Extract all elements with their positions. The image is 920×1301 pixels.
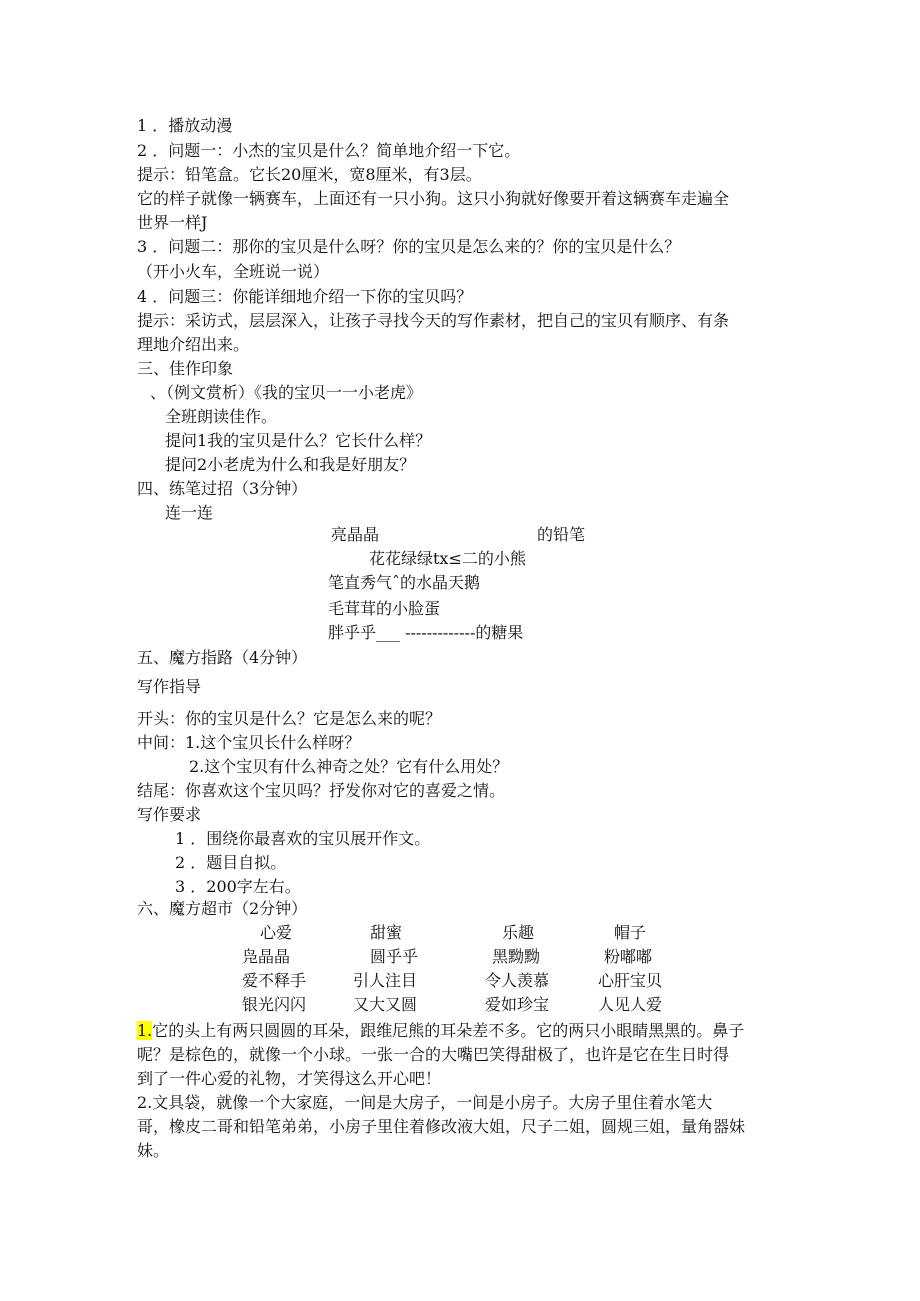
word-cell: 帽子 xyxy=(614,923,647,942)
word-cell: 心爱 xyxy=(260,923,293,942)
guide-middle-1: 中间：1.这个宝贝长什么样呀？ xyxy=(137,733,361,752)
word-cell: 黑黝黝 xyxy=(492,947,541,966)
guide-ending: 结尾：你喜欢这个宝贝吗？抒发你对它的喜爱之情。 xyxy=(137,781,506,800)
word-cell: 心肝宝贝 xyxy=(598,971,663,990)
section-3-item-2: 提问1我的宝贝是什么？它长什么样？ xyxy=(165,431,432,450)
match-row-3: 笔直秀气ˆ的水晶天鹅 xyxy=(328,573,481,592)
word-cell: 爱如珍宝 xyxy=(485,995,550,1014)
guide-middle-2: 2.这个宝贝有什么神奇之处？它有什么用处？ xyxy=(189,757,509,776)
example-2-line-2: 哥，橡皮二哥和铅笔弟弟，小房子里住着修改液大姐，尺子二姐，圆规三姐，量角器妹 xyxy=(137,1117,746,1136)
word-cell: 令人羡慕 xyxy=(485,971,550,990)
match-right-1: 的铅笔 xyxy=(537,525,586,544)
word-cell: 粉嘟嘟 xyxy=(604,947,653,966)
example-2-line-1: 2.文具袋，就像一个大家庭，一间是大房子，一间是小房子。大房子里住着水笔大 xyxy=(137,1093,713,1112)
step-1: 1 ．播放动漫 xyxy=(137,116,233,135)
requirement-3: 3 ．200字左右。 xyxy=(175,877,301,896)
section-5-title: 五、魔方指路（4分钟） xyxy=(137,648,308,667)
section-4-title: 四、练笔过招（3分钟） xyxy=(137,479,308,498)
example-1-text: 它的头上有两只圆圆的耳朵，跟维尼熊的耳朵差不多。它的两只小眼睛黑黑的。鼻子 xyxy=(152,1021,745,1040)
word-cell: 乐趣 xyxy=(502,923,535,942)
hint-2-line-1: 提示：采访式，层层深入，让孩子寻找今天的写作素材，把自己的宝贝有顺序、有条 xyxy=(137,311,730,330)
highlighted-number: 1. xyxy=(137,1021,153,1040)
step-4: 4 ．问题三：你能详细地介绍一下你的宝贝吗？ xyxy=(137,287,473,306)
step-3-note: （开小火车，全班说一说） xyxy=(137,262,330,281)
example-2-line-3: 妹。 xyxy=(137,1141,170,1160)
step-3: 3 ．问题二：那你的宝贝是什么呀？你的宝贝是怎么来的？你的宝贝是什么？ xyxy=(137,237,681,256)
example-1-line-1 xyxy=(137,1020,744,1042)
requirement-2: 2 ．题目自拟。 xyxy=(175,853,287,872)
hint-1: 提示：铅笔盒。它长20厘米，宽8厘米，有3层。 xyxy=(137,165,482,184)
section-3-item-1: 全班朗读佳作。 xyxy=(165,407,278,426)
example-1-line-2: 呢？是棕色的，就像一个小球。一张一合的大嘴巴笑得甜极了，也许是它在生日时得 xyxy=(137,1045,730,1064)
section-4-sub: 连一连 xyxy=(165,503,214,522)
section-6-title: 六、魔方超市（2分钟） xyxy=(137,899,308,918)
match-row-5: 胖乎乎___ -------------的糖果 xyxy=(328,623,524,642)
word-cell: 圆乎乎 xyxy=(370,947,419,966)
word-cell: 又大又圆 xyxy=(353,995,418,1014)
word-cell: 人见人爱 xyxy=(598,995,663,1014)
word-cell: 银光闪闪 xyxy=(242,995,307,1014)
requirement-1: 1 ．围绕你最喜欢的宝贝展开作文。 xyxy=(175,829,431,848)
word-cell: 凫晶晶 xyxy=(242,947,291,966)
writing-requirements: 写作要求 xyxy=(137,805,202,824)
step-2: 2 ．问题一：小杰的宝贝是什么？简单地介绍一下它。 xyxy=(137,141,521,160)
hint-2-line-2: 理地介绍出来。 xyxy=(137,335,250,354)
section-3-item-3: 提问2小老虎为什么和我是好朋友？ xyxy=(165,455,416,474)
match-left-1: 亮晶晶 xyxy=(331,525,380,544)
section-5-guide: 写作指导 xyxy=(137,677,202,696)
match-row-4: 毛茸茸的小脸蛋 xyxy=(328,599,441,618)
hint-1-line-2: 世界一样J xyxy=(137,213,208,232)
example-1-line-3: 到了一件心爱的礼物，才笑得这么开心吧！ xyxy=(137,1069,442,1088)
section-3-sub: 、（例文赏析）《我的宝贝一一小老虎》 xyxy=(150,383,423,402)
word-cell: 爱不释手 xyxy=(242,971,307,990)
word-cell: 引人注目 xyxy=(353,971,418,990)
word-cell: 甜蜜 xyxy=(370,923,403,942)
section-3-title: 三、佳作印象 xyxy=(137,359,234,378)
hint-1-line-1: 它的样子就像一辆赛车，上面还有一只小狗。这只小狗就好像要开着这辆赛车走遍全 xyxy=(137,189,730,208)
match-row-2: 花花绿绿tx≤二的小熊 xyxy=(369,549,526,568)
guide-opening: 开头：你的宝贝是什么？它是怎么来的呢？ xyxy=(137,709,442,728)
